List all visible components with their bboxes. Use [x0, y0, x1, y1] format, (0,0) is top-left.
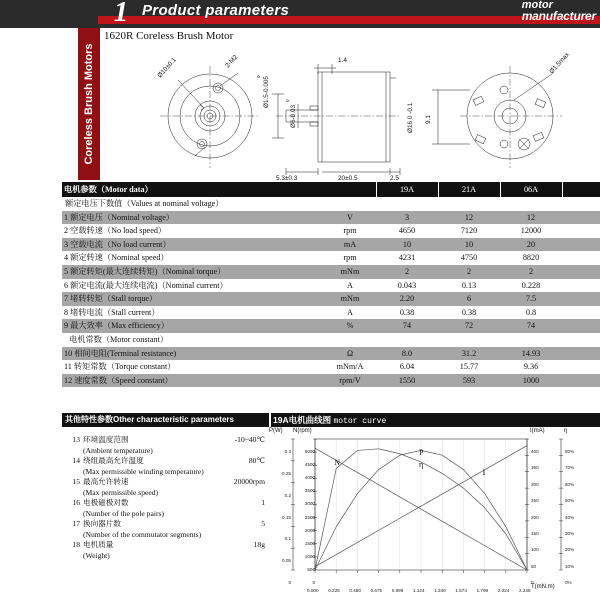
- x-tick-label: 2.024: [497, 588, 510, 593]
- row-blank-10: [562, 347, 600, 361]
- op-cn-18: 电机质量: [83, 540, 114, 549]
- y-tick-label: 50: [531, 563, 537, 569]
- motor-curve-header: [271, 413, 600, 427]
- x-tick-label: 1.574: [455, 588, 467, 593]
- row-label-1: 1 额定电压（Nominal voltage）: [62, 211, 324, 225]
- spec-table-header-row: [62, 182, 600, 197]
- brand-line-2: manufacturer: [521, 9, 596, 23]
- y-tick-label: 0.1: [284, 536, 291, 542]
- axis-title: I(mA): [530, 428, 545, 434]
- table-row: [62, 292, 600, 306]
- y-tick-label: 200: [531, 514, 539, 520]
- row-label-3: 3 空载电流（No load current）: [62, 238, 324, 252]
- op-cn-14: 绕组最高允许温度: [83, 456, 144, 465]
- row-val-10-06A: 14.93: [500, 347, 562, 361]
- y-tick-label: 0.05: [282, 558, 291, 564]
- motor-curve-panel: [269, 413, 600, 593]
- svg-text:2.5: 2.5: [390, 175, 399, 180]
- row-label-8: 8 堵转电流（Stall current）: [62, 306, 324, 320]
- row-val-8-21A: 0.38: [438, 306, 500, 320]
- x-tick-label: 0.450: [349, 588, 361, 593]
- y-tick-label: 20%: [565, 547, 575, 553]
- op-idx-15: 15: [72, 477, 80, 486]
- row-label-6: 6 额定电流(最大连续电流)（Nominal current）: [62, 279, 324, 293]
- table-row: [62, 211, 600, 225]
- op-cn-17: 换向器片数: [83, 519, 121, 528]
- svg-text:20±0.5: 20±0.5: [338, 175, 358, 180]
- table-row: [62, 319, 600, 333]
- y-tick-label: 80%: [565, 449, 575, 454]
- row-val-2-19A: 4650: [376, 224, 438, 238]
- row-val-5-21A: 2: [438, 265, 500, 279]
- spec-section-label-1: 额定电压下数值（Values at nominal voltage）: [62, 197, 600, 211]
- row-val-4-06A: 8820: [500, 251, 562, 265]
- spec-header-model-1: 21A: [438, 182, 500, 197]
- op-idx-13: 13: [72, 435, 80, 444]
- row-val-1-21A: 12: [438, 211, 500, 225]
- brand-logo: [522, 0, 596, 22]
- other-parameters-header-cn: 其他特性参数: [65, 415, 113, 424]
- op-en-14: (Max permissible winding temperature): [83, 466, 204, 476]
- table-row: [62, 374, 600, 388]
- spec-section-row-2: [62, 333, 600, 347]
- other-parameters-header-en: Other characteristic parameters: [113, 415, 234, 424]
- spec-section-label-2: 电机常数（Motor constant）: [62, 333, 600, 347]
- row-val-4-21A: 4750: [438, 251, 500, 265]
- row-val-3-06A: 20: [500, 238, 562, 252]
- drawing-svg: [100, 28, 600, 180]
- list-item: [62, 435, 269, 456]
- y-tick-label: 2000: [304, 527, 315, 533]
- spec-table: [62, 182, 600, 387]
- motor-curve-header-en: motor curve: [333, 417, 387, 426]
- row-val-12-21A: 593: [438, 374, 500, 388]
- row-val-4-19A: 4231: [376, 251, 438, 265]
- y-tick-label: 10%: [565, 563, 575, 569]
- row-blank-12: [562, 374, 600, 388]
- row-val-2-21A: 7120: [438, 224, 500, 238]
- list-item: [62, 519, 269, 540]
- row-blank-7: [562, 292, 600, 306]
- row-val-7-19A: 2.20: [376, 292, 438, 306]
- row-val-10-21A: 31.2: [438, 347, 500, 361]
- y-tick-label: 4500: [304, 462, 315, 468]
- row-blank-1: [562, 211, 600, 225]
- op-cn-15: 最高允许转速: [83, 477, 129, 486]
- y-tick-label: 0: [312, 580, 315, 585]
- op-val-15: 20000rpm: [233, 477, 265, 486]
- technical-drawing: [100, 28, 600, 180]
- curve-label-N: N: [334, 458, 340, 468]
- x-tick-label: 0.899: [391, 588, 404, 593]
- op-en-15: (Max permissible speed): [83, 487, 159, 497]
- y-tick-label: 1500: [304, 540, 315, 546]
- y-tick-label: 250: [531, 498, 539, 504]
- x-axis-title: T(mN.m): [531, 584, 555, 590]
- table-row: [62, 251, 600, 265]
- op-en-16: (Number of the pole pairs): [83, 508, 164, 518]
- op-idx-16: 16: [72, 498, 80, 507]
- row-val-6-21A: 0.13: [438, 279, 500, 293]
- row-blank-9: [562, 319, 600, 333]
- y-tick-label: 3500: [304, 488, 315, 494]
- svg-text:5.3±0.3: 5.3±0.3: [276, 175, 298, 180]
- x-tick-label: 1.349: [434, 588, 446, 593]
- row-unit-2: rpm: [324, 224, 376, 238]
- row-val-6-19A: 0.043: [376, 279, 438, 293]
- spec-header-name: 电机参数（Motor data）: [62, 182, 324, 197]
- row-blank-3: [562, 238, 600, 252]
- spec-header-model-0: 19A: [376, 182, 438, 197]
- y-tick-label: 70%: [565, 465, 575, 471]
- y-tick-label: 2500: [304, 514, 315, 520]
- row-val-2-06A: 12000: [500, 224, 562, 238]
- axis-title: η: [564, 428, 568, 434]
- row-unit-12: rpm/V: [324, 374, 376, 388]
- row-unit-10: Ω: [324, 347, 376, 361]
- y-tick-label: 100: [531, 547, 539, 553]
- row-blank-8: [562, 306, 600, 320]
- y-tick-label: 50%: [565, 498, 575, 504]
- y-tick-label: 3000: [304, 501, 315, 507]
- row-val-11-21A: 15.77: [438, 360, 500, 374]
- other-parameters-list: [62, 435, 269, 561]
- row-label-2: 2 空载转速（No load speed）: [62, 224, 324, 238]
- row-unit-11: mNm/A: [324, 360, 376, 374]
- y-tick-label: 0: [288, 580, 291, 585]
- row-val-5-06A: 2: [500, 265, 562, 279]
- list-item: [62, 456, 269, 477]
- y-tick-label: 30%: [565, 530, 575, 536]
- row-label-4: 4 额定转速（Nominal speed）: [62, 251, 324, 265]
- row-blank-6: [562, 279, 600, 293]
- motor-curve-svg: [271, 427, 600, 590]
- row-label-12: 12 速度常数（Speed constant）: [62, 374, 324, 388]
- svg-text:Ø10±0.1: Ø10±0.1: [156, 56, 178, 80]
- drawing-title: 1620R Coreless Brush Motor: [104, 30, 234, 42]
- row-unit-3: mA: [324, 238, 376, 252]
- table-row: [62, 360, 600, 374]
- y-tick-label: 300: [531, 481, 539, 487]
- x-tick-label: 1.799: [476, 588, 489, 593]
- other-parameters-header: [62, 413, 269, 427]
- svg-text:0: 0: [256, 75, 261, 78]
- row-unit-8: A: [324, 306, 376, 320]
- row-val-7-21A: 6: [438, 292, 500, 306]
- table-row: [62, 306, 600, 320]
- table-row: [62, 347, 600, 361]
- brand-line-1: motor: [521, 0, 553, 11]
- y-tick-label: 350: [531, 465, 539, 471]
- motor-curve-header-cn: 19A电机曲线图: [273, 415, 332, 425]
- svg-text:Ø6-0.03: Ø6-0.03: [290, 104, 297, 128]
- row-val-1-06A: 12: [500, 211, 562, 225]
- spec-header-blank: [562, 182, 600, 197]
- row-val-12-06A: 1000: [500, 374, 562, 388]
- row-val-3-19A: 10: [376, 238, 438, 252]
- y-tick-label: 150: [531, 530, 539, 536]
- svg-text:1.4: 1.4: [338, 57, 347, 64]
- list-item: [62, 477, 269, 498]
- row-val-6-06A: 0.228: [500, 279, 562, 293]
- row-label-9: 9 最大效率（Max efficiency）: [62, 319, 324, 333]
- x-tick-label: 0.675: [370, 588, 383, 593]
- svg-text:0: 0: [285, 99, 290, 102]
- row-val-11-06A: 9.36: [500, 360, 562, 374]
- curve-label-η: η: [419, 459, 424, 469]
- row-val-9-06A: 74: [500, 319, 562, 333]
- row-val-9-21A: 72: [438, 319, 500, 333]
- op-idx-14: 14: [72, 456, 80, 465]
- y-tick-label: 0.15: [282, 514, 291, 520]
- row-label-10: 10 相间电阻(Terminal resistance): [62, 347, 324, 361]
- svg-text:Ø1.5max: Ø1.5max: [548, 51, 571, 76]
- table-row: [62, 238, 600, 252]
- row-blank-4: [562, 251, 600, 265]
- y-tick-label: 40%: [565, 514, 575, 520]
- list-item: [62, 540, 269, 561]
- axis-title: N(rpm): [293, 428, 312, 434]
- op-en-13: (Ambient temperature): [83, 445, 153, 455]
- category-side-tab-label: Coreless Brush Motors: [83, 43, 95, 165]
- table-row: [62, 224, 600, 238]
- row-blank-5: [562, 265, 600, 279]
- row-val-10-19A: 8.0: [376, 347, 438, 361]
- row-blank-11: [562, 360, 600, 374]
- svg-text:9.1: 9.1: [425, 115, 432, 124]
- op-cn-13: 环境温度范围: [83, 435, 129, 444]
- row-unit-1: V: [324, 211, 376, 225]
- y-tick-label: 0: [531, 580, 534, 585]
- x-tick-label: 0.225: [328, 588, 340, 593]
- op-val-18: 18g: [253, 540, 265, 549]
- y-tick-label: 0.2: [284, 492, 291, 498]
- op-en-18: (Weight): [83, 550, 110, 560]
- op-idx-17: 17: [72, 519, 80, 528]
- y-tick-label: 1000: [304, 553, 315, 559]
- row-unit-7: mNm: [324, 292, 376, 306]
- spec-section-row-1: [62, 197, 600, 211]
- row-val-3-21A: 10: [438, 238, 500, 252]
- op-idx-18: 18: [72, 540, 80, 549]
- list-item: [62, 498, 269, 519]
- other-parameters-panel: [62, 413, 269, 588]
- y-tick-label: 5000: [304, 449, 315, 454]
- op-val-16: 1: [261, 498, 265, 507]
- svg-text:Ø16 0 -0.1: Ø16 0 -0.1: [407, 102, 414, 133]
- y-tick-label: 400: [531, 449, 539, 454]
- axis-title: P(W): [269, 428, 283, 434]
- row-unit-5: mNm: [324, 265, 376, 279]
- row-val-5-19A: 2: [376, 265, 438, 279]
- op-val-17: 5: [261, 519, 265, 528]
- x-tick-label: 2.248: [519, 588, 531, 593]
- row-unit-4: rpm: [324, 251, 376, 265]
- row-label-11: 11 转矩常数（Torque constant）: [62, 360, 324, 374]
- category-side-tab: [78, 28, 100, 180]
- row-val-9-19A: 74: [376, 319, 438, 333]
- page-title: Product parameters: [142, 2, 290, 19]
- row-val-8-06A: 0.8: [500, 306, 562, 320]
- y-tick-label: 0.25: [282, 470, 291, 476]
- y-tick-label: 4000: [304, 475, 315, 481]
- op-en-17: (Number of the commutator segments): [83, 529, 202, 539]
- y-tick-label: 0.3: [284, 449, 291, 454]
- row-val-8-19A: 0.38: [376, 306, 438, 320]
- svg-text:2-M2: 2-M2: [224, 53, 240, 70]
- motor-curve-chart: [269, 427, 600, 593]
- spec-header-unit: [324, 182, 376, 197]
- op-val-14: 80℃: [248, 456, 265, 465]
- row-unit-9: %: [324, 319, 376, 333]
- table-row: [62, 279, 600, 293]
- y-tick-label: 500: [307, 566, 315, 572]
- row-unit-6: A: [324, 279, 376, 293]
- row-val-12-19A: 1550: [376, 374, 438, 388]
- svg-text:Ø1.5-0.005: Ø1.5-0.005: [263, 76, 270, 108]
- row-val-7-06A: 7.5: [500, 292, 562, 306]
- y-tick-label: 60%: [565, 481, 575, 487]
- curve-label-P: P: [419, 448, 424, 458]
- curve-label-I: I: [482, 467, 486, 477]
- spec-header-model-2: 06A: [500, 182, 562, 197]
- spec-table-body: [62, 182, 600, 387]
- y-tick-label: 0%: [565, 580, 572, 585]
- table-row: [62, 265, 600, 279]
- x-tick-label: 0.000: [307, 588, 319, 593]
- row-val-1-19A: 3: [376, 211, 438, 225]
- row-blank-2: [562, 224, 600, 238]
- section-number: 1: [113, 0, 129, 28]
- x-tick-label: 1.124: [413, 588, 425, 593]
- op-cn-16: 电极磁极对数: [83, 498, 129, 507]
- page-header: [0, 0, 600, 28]
- op-val-13: -10~40℃: [234, 435, 265, 444]
- row-label-7: 7 堵转转矩（Stall torque）: [62, 292, 324, 306]
- row-val-11-19A: 6.04: [376, 360, 438, 374]
- row-label-5: 5 额定转矩(最大连续转矩)（Nominal torque）: [62, 265, 324, 279]
